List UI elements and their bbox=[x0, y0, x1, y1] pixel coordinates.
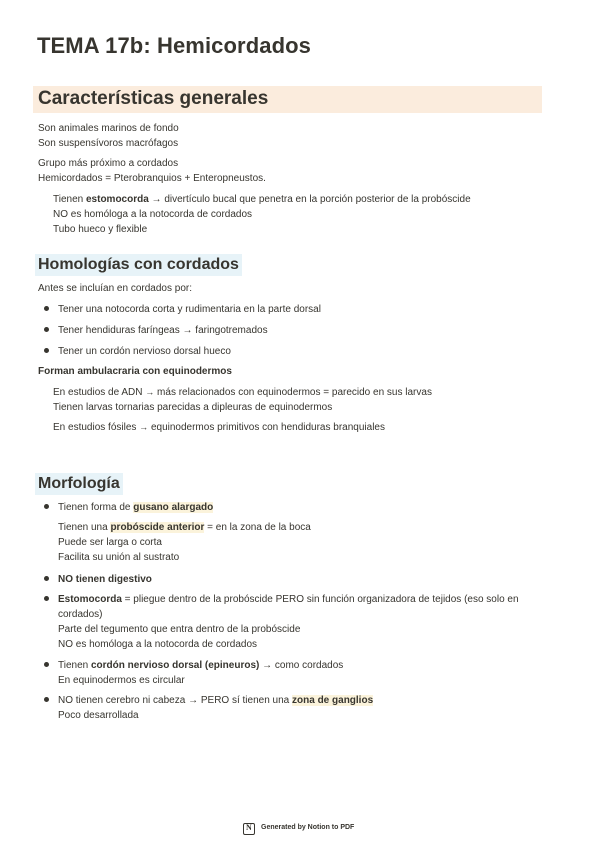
bullet-dot bbox=[44, 697, 49, 702]
list-item bbox=[58, 593, 519, 606]
highlighted-term: probóscide anterior bbox=[110, 522, 205, 533]
text-fragment: NO tienen cerebro ni cabeza → PERO sí tienen una bbox=[58, 695, 293, 706]
text-line: En equinodermos es circular bbox=[58, 675, 185, 686]
text-line: Son suspensívoros macrófagos bbox=[38, 138, 179, 149]
list-item: Tener una notocorda corta y rudimentaria en la parte dorsal bbox=[58, 304, 321, 315]
text-fragment: = pliegue dentro de la probóscide PERO sin función organizadora de tejidos (eso solo en bbox=[121, 594, 519, 605]
text-line-fosiles bbox=[53, 421, 385, 434]
bullet-dot bbox=[44, 576, 49, 581]
list-item: Tener hendiduras faríngeas → faringotremados bbox=[58, 325, 268, 336]
text-line: Facilita su unión al sustrato bbox=[58, 552, 180, 563]
bold-term: cordón nervioso dorsal (epineuros) bbox=[90, 660, 260, 671]
text-line: Hemicordados = Pterobranquios + Enteropneustos. bbox=[38, 173, 266, 184]
arrow-icon: → bbox=[145, 387, 155, 397]
list-item bbox=[58, 659, 343, 672]
text-line: cordados) bbox=[58, 609, 103, 620]
bullet-dot bbox=[44, 327, 49, 332]
text-fragment: = en la zona de la boca bbox=[204, 522, 311, 533]
text-fragment: Tienen forma de bbox=[58, 502, 134, 513]
text-line: Parte del tegumento que entra dentro de la probóscide bbox=[58, 624, 301, 635]
bullet-dot bbox=[44, 306, 49, 311]
text-line: Grupo más próximo a cordados bbox=[38, 158, 179, 169]
highlighted-term: zona de ganglios bbox=[292, 695, 374, 706]
text-fragment: → divertículo bucal que penetra en la porción posterior de la probóscide bbox=[148, 194, 471, 205]
text-line: Antes se incluían en cordados por: bbox=[38, 283, 192, 294]
text-fragment: Tienen una bbox=[58, 522, 111, 533]
text-fragment: En estudios de ADN bbox=[53, 387, 146, 398]
footer-text: Generated by Notion to PDF bbox=[261, 824, 355, 831]
notion-logo-icon bbox=[243, 823, 255, 835]
bullet-dot bbox=[44, 504, 49, 509]
text-fragment: más relacionados con equinodermos = parecido en sus larvas bbox=[154, 387, 432, 398]
text-line: Poco desarrollada bbox=[58, 710, 139, 721]
text-line bbox=[58, 521, 311, 534]
list-item: NO tienen digestivo bbox=[58, 574, 152, 585]
text-fragment: equinodermos primitivos con hendiduras branquiales bbox=[148, 422, 385, 433]
section-heading-generales-text: Características generales bbox=[38, 88, 269, 109]
bullet-dot bbox=[44, 596, 49, 601]
text-line: Tubo hueco y flexible bbox=[53, 224, 148, 235]
bullet-dot bbox=[44, 662, 49, 667]
section-heading-homologias: Homologías con cordados bbox=[35, 254, 242, 276]
text-line-estomocorda bbox=[53, 193, 471, 206]
text-fragment: Tienen bbox=[53, 194, 86, 205]
text-fragment: Tienen bbox=[58, 660, 91, 671]
text-fragment: → como cordados bbox=[259, 660, 344, 671]
text-line-adn bbox=[53, 386, 432, 399]
arrow-icon: → bbox=[139, 422, 149, 432]
bold-term: estomocorda bbox=[85, 194, 149, 205]
text-line: NO es homóloga a la notocorda de cordados bbox=[53, 209, 253, 220]
list-item bbox=[58, 694, 373, 707]
section-heading-generales bbox=[33, 86, 542, 113]
section-heading-morfologia: Morfología bbox=[35, 473, 123, 495]
text-line: Tienen larvas tornarias parecidas a dipleuras de equinodermos bbox=[53, 402, 333, 413]
text-line: NO es homóloga a la notocorda de cordados bbox=[58, 639, 258, 650]
page-title: TEMA 17b: Hemicordados bbox=[37, 33, 311, 58]
text-line: Puede ser larga o corta bbox=[58, 537, 162, 548]
text-fragment: En estudios fósiles bbox=[53, 422, 140, 433]
list-item: Tener un cordón nervioso dorsal hueco bbox=[58, 346, 231, 357]
list-item bbox=[58, 501, 213, 514]
highlighted-term: gusano alargado bbox=[133, 502, 214, 513]
text-line: Son animales marinos de fondo bbox=[38, 123, 179, 134]
bold-line: Forman ambulacraria con equinodermos bbox=[38, 366, 232, 377]
bullet-dot bbox=[44, 348, 49, 353]
bold-term: Estomocorda bbox=[58, 594, 122, 605]
